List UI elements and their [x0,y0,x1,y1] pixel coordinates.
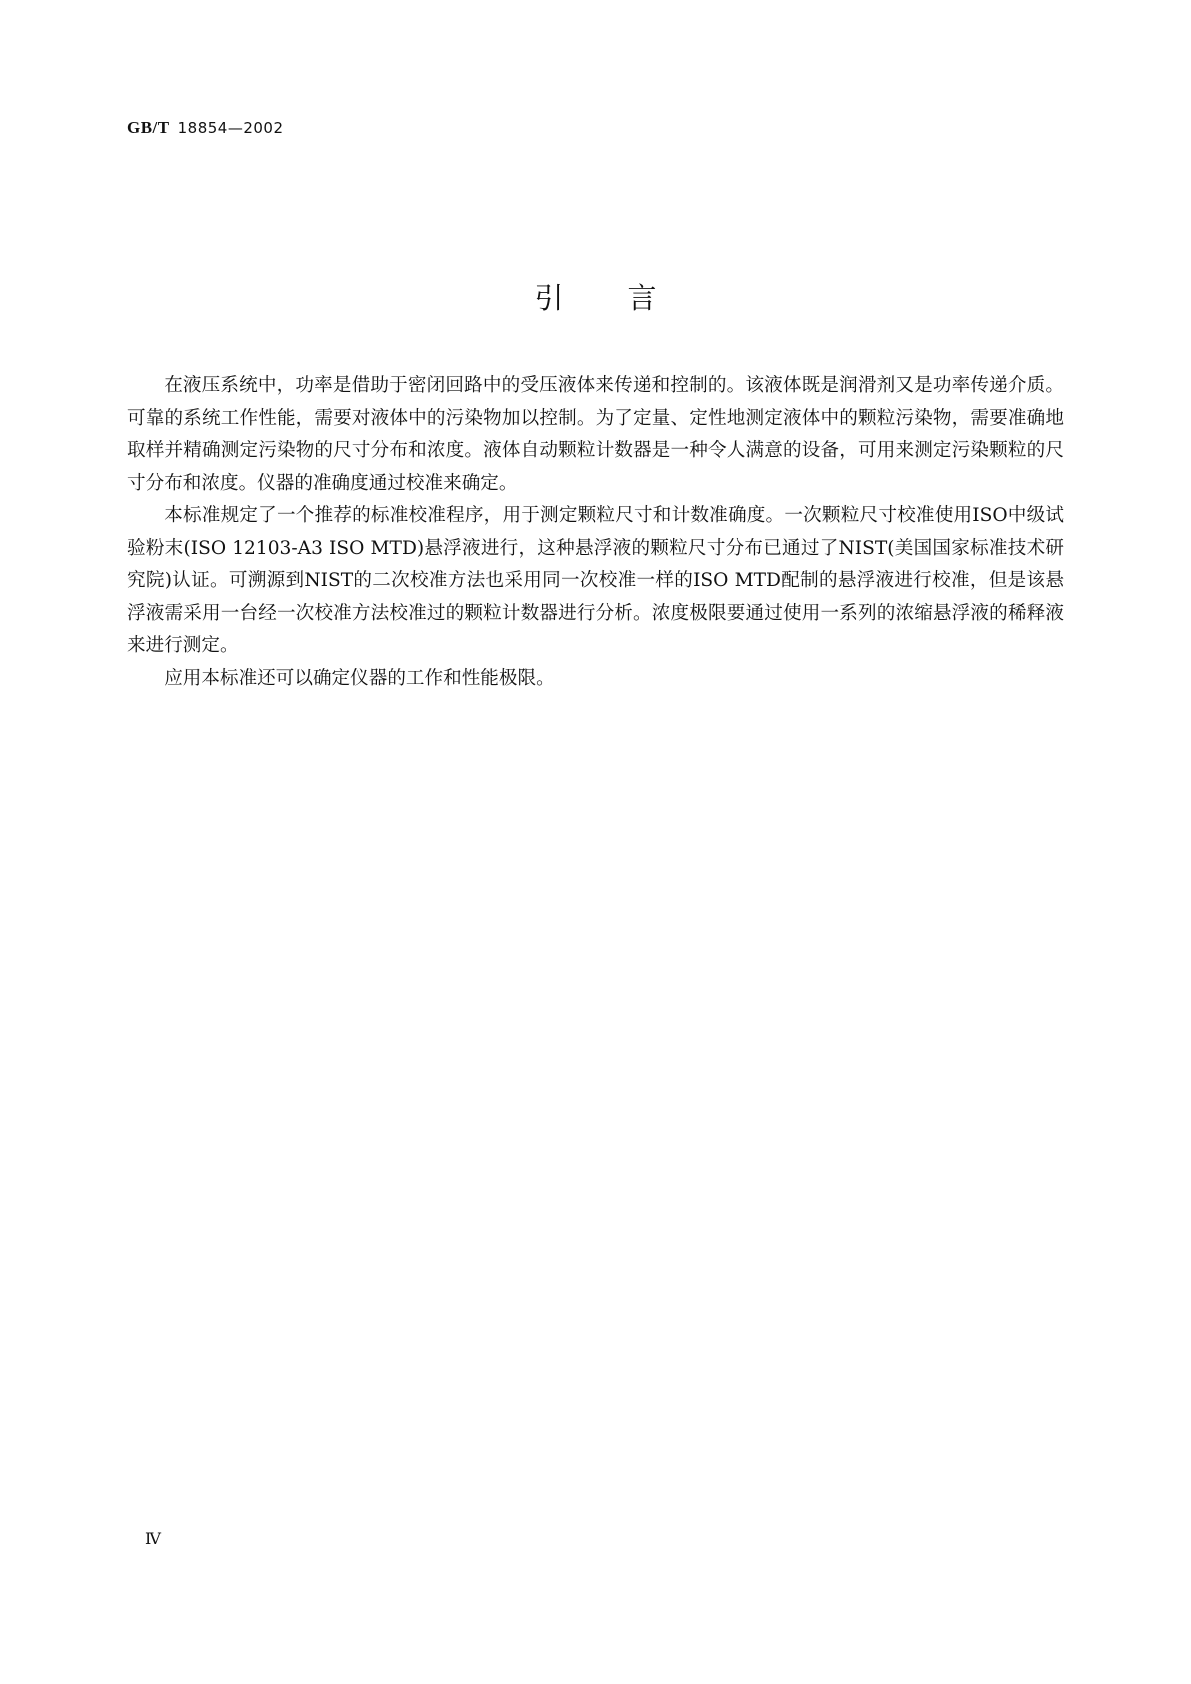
paragraph: 在液压系统中，功率是借助于密闭回路中的受压液体来传递和控制的。该液体既是润滑剂又是功率传递介质。可靠的系统工作性能，需要对液体中的污染物加以控制。为了定量、定性地测定液体中的颗粒污染物，需要准确地取样并精确测定污染物的尺寸分布和浓度。液体自动颗粒计数器是一种令人满意的设备，可用来测定污染颗粒的尺寸分布和浓度。仪器的准确度通过校准来确定。 [127,375,1064,494]
document-header [127,118,284,138]
paragraph: 应用本标准还可以确定仪器的工作和性能极限。 [164,667,555,689]
body-text [127,370,1064,695]
standard-code: GB/T [127,118,170,137]
section-title: 引言 [534,281,721,315]
paragraph: 本标准规定了一个推荐的标准校准程序，用于测定颗粒尺寸和计数准确度。一次颗粒尺寸校准使用ISO中级试验粉末(ISO 12103-A3 ISO MTD)悬浮液进行，这种悬浮液的颗粒尺寸分布已通过了NIST(美国国家标准技术研究院)认证。可溯源到NIST的二次校准方法也采用同一次校准一样的ISO MTD配制的悬浮液进行校准，但是该悬浮液需采用一台经一次校准方法校准过的颗粒计数器进行分析。浓度极限要通过使用一系列的浓缩悬浮液的稀释液来进行测定。 [127,505,1064,656]
page-number: Ⅳ [145,1529,161,1548]
standard-number: 18854—2002 [177,119,284,137]
